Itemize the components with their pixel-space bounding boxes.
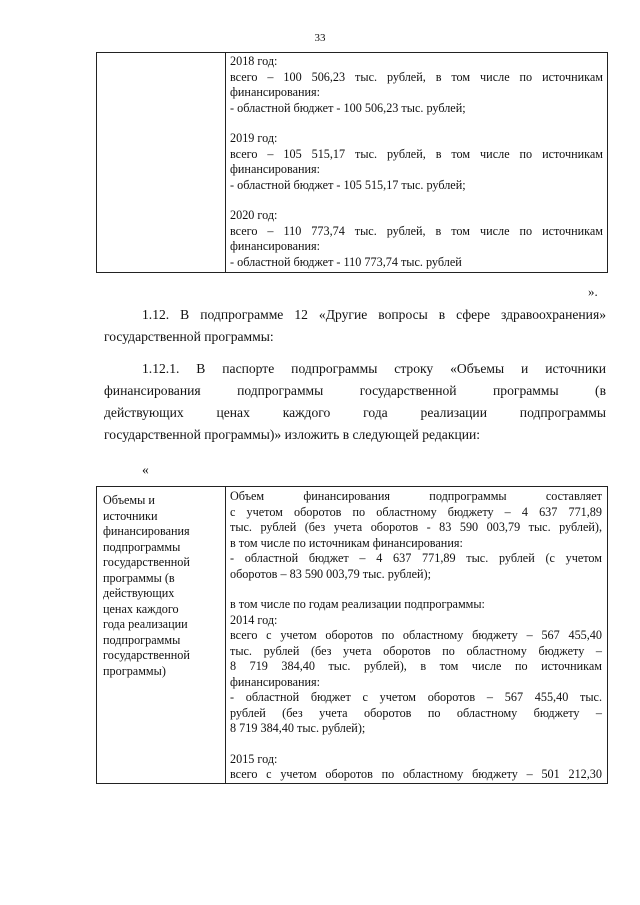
funding-line: 2014 год: bbox=[230, 612, 278, 627]
row-header-line: Объемы и bbox=[103, 493, 155, 507]
page-number: 33 bbox=[314, 32, 326, 44]
year-block-2019 bbox=[230, 131, 603, 193]
funding-line: рублей (без учета оборотов по областному бюджету – bbox=[230, 705, 602, 720]
closing-quote: ». bbox=[588, 284, 598, 299]
paragraph-line: действующих ценах каждого года реализации подпрограммы bbox=[104, 405, 606, 420]
funding-line: 8 719 384,40 тыс. рублей); bbox=[230, 721, 366, 735]
paragraph-line: 1.12.1. В паспорте подпрограммы строку «Объемы и источники bbox=[142, 361, 606, 376]
funding-line: Объем финансирования подпрограммы составляет bbox=[230, 489, 602, 503]
year-block-2020 bbox=[230, 208, 603, 270]
funding-line: 2015 год: bbox=[230, 751, 278, 766]
open-quote: « bbox=[142, 462, 149, 477]
paragraph-line: государственной программы)» изложить в следующей редакции: bbox=[104, 427, 481, 442]
table-cell-row-header bbox=[97, 487, 226, 784]
paragraph-line: государственной программы: bbox=[104, 329, 274, 344]
row-header-line: подпрограммы bbox=[103, 539, 181, 554]
funding-line: в том числе по годам реализации подпрограммы: bbox=[230, 597, 485, 611]
funding-by-year-table bbox=[96, 52, 608, 273]
funding-line: в том числе по источникам финансирования: bbox=[230, 535, 463, 550]
funding-line: финансирования: bbox=[230, 674, 321, 689]
funding-line: оборотов – 83 590 003,79 тыс. рублей); bbox=[230, 566, 431, 581]
funding-line: всего с учетом оборотов по областному бюджету – 567 455,40 bbox=[230, 628, 602, 642]
table-row bbox=[97, 487, 608, 784]
year-block-2018 bbox=[230, 54, 603, 116]
funding-line: 8 719 384,40 тыс. рублей), в том числе по источникам bbox=[230, 659, 602, 673]
paragraph-line: 1.12. В подпрограмме 12 «Другие вопросы в сфере здравоохранения» bbox=[142, 307, 606, 322]
row-header-line: ценах каждого bbox=[103, 601, 179, 616]
year-heading: 2018 год: bbox=[230, 54, 278, 68]
row-header-line: программы (в bbox=[103, 570, 175, 585]
year-heading: 2020 год: bbox=[230, 208, 278, 222]
funding-line: всего с учетом оборотов по областному бюджету – 501 212,30 bbox=[230, 767, 602, 781]
row-header-line: действующих bbox=[103, 586, 175, 600]
table-cell-funding-description bbox=[226, 487, 608, 784]
table-cell-funding-years bbox=[226, 53, 608, 273]
total-text: финансирования: bbox=[230, 85, 321, 99]
funding-line: с учетом оборотов по областному бюджету – 4 637 771,89 bbox=[230, 504, 602, 519]
funding-line: тыс. рублей (без учета оборотов - 83 590 003,79 тыс. рублей), bbox=[230, 520, 602, 534]
year-heading: 2019 год: bbox=[230, 131, 278, 145]
row-header-line: финансирования bbox=[103, 524, 190, 538]
row-header-line: года реализации bbox=[103, 617, 188, 631]
funding-line: тыс. рублей (без учета оборотов по областному бюджету – bbox=[230, 643, 602, 658]
total-text: всего – 100 506,23 тыс. рублей, в том числе по источникам bbox=[230, 69, 603, 84]
paragraph-1-12 bbox=[104, 304, 606, 348]
subprogram-funding-table bbox=[96, 486, 608, 784]
total-text: всего – 110 773,74 тыс. рублей, в том числе по источникам bbox=[230, 223, 603, 238]
table-cell-empty bbox=[97, 53, 226, 273]
table-row bbox=[97, 53, 608, 273]
regional-budget-text: - областной бюджет - 100 506,23 тыс. рублей; bbox=[230, 100, 466, 115]
total-text: всего – 105 515,17 тыс. рублей, в том числе по источникам bbox=[230, 146, 603, 161]
funding-line: - областной бюджет с учетом оборотов – 567 455,40 тыс. bbox=[230, 690, 602, 704]
row-header-line: государственной bbox=[103, 648, 190, 662]
row-header-line: подпрограммы bbox=[103, 632, 181, 647]
regional-budget-text: - областной бюджет - 105 515,17 тыс. рублей; bbox=[230, 177, 466, 192]
total-text: финансирования: bbox=[230, 239, 321, 253]
total-text: финансирования: bbox=[230, 162, 321, 176]
paragraph-line: финансирования подпрограммы государственной программы (в bbox=[104, 383, 606, 398]
row-header-line: программы) bbox=[103, 663, 166, 678]
regional-budget-text: - областной бюджет - 110 773,74 тыс. рублей bbox=[230, 254, 462, 269]
funding-line: - областной бюджет – 4 637 771,89 тыс. рублей (с учетом bbox=[230, 551, 602, 565]
row-header-line: государственной bbox=[103, 555, 190, 569]
paragraph-1-12-1 bbox=[104, 358, 606, 446]
row-header-line: источники bbox=[103, 508, 158, 523]
